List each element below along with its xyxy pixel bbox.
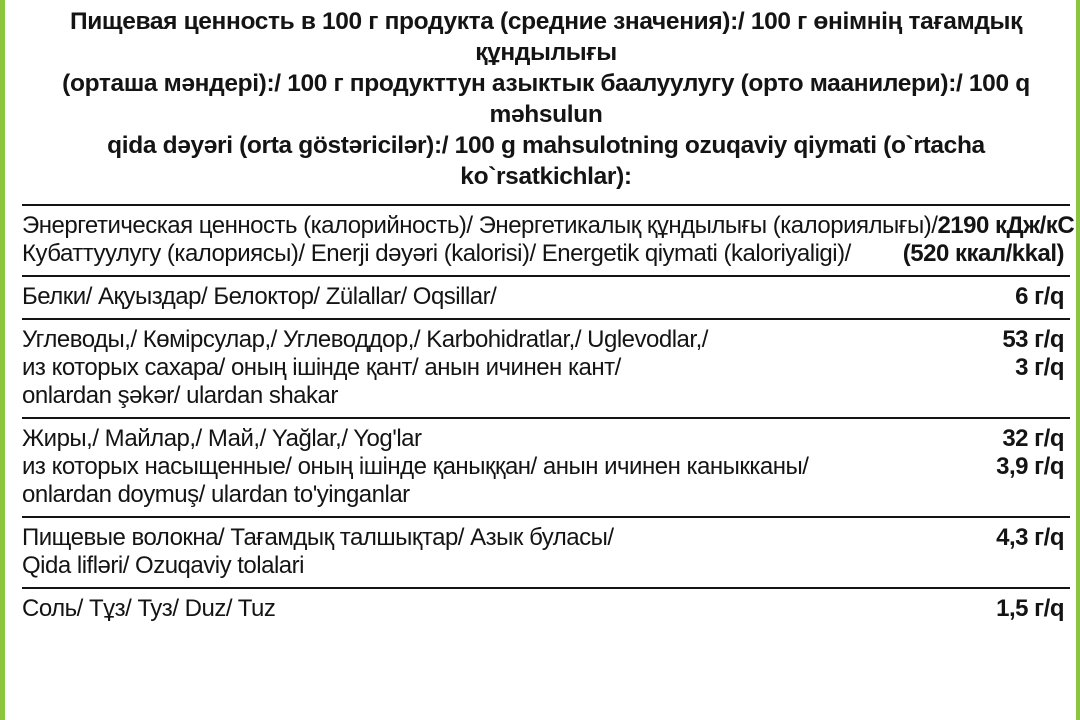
protein-value: 6 г/q xyxy=(1015,283,1064,310)
energy-value-kcal: (520 ккал/kkal) xyxy=(902,240,1064,267)
sugars-label-line1: из которых сахара/ оның ішінде қант/ анын ичинен кант/ xyxy=(22,354,621,381)
protein-row xyxy=(22,277,1070,320)
saturated-fat-label-line2: onlardan doymuş/ ulardan to'yinganlar xyxy=(22,481,410,508)
nutrition-facts-panel xyxy=(22,6,1075,630)
carbs-row xyxy=(22,320,1070,419)
saturated-fat-label-line1: из которых насыщенные/ оның ішінде қаныққан/ анын ичинен каныкканы/ xyxy=(22,453,809,480)
salt-label: Соль/ Тұз/ Туз/ Duz/ Tuz xyxy=(22,595,276,622)
carbs-value: 53 г/q xyxy=(1002,326,1064,353)
salt-row xyxy=(22,589,1070,630)
carbs-label: Углеводы,/ Көмірсулар,/ Углеводдор,/ Karbohidratlar,/ Uglevodlar,/ xyxy=(22,326,708,353)
salt-value: 1,5 г/q xyxy=(996,595,1064,622)
energy-row xyxy=(22,206,1075,277)
energy-label-line1: Энергетическая ценность (калорийность)/ Энергетикалық құндылығы (калориялығы)/ xyxy=(22,212,938,239)
nutrition-heading: Пищевая ценность в 100 г продукта (средние значения):/ 100 г өнімнің тағамдық құндылығы (орташа мәндері):/ 100 г продукттун азыктык баалуулугу (орто маанилери):/ 100 q məhsulun qida dəyəri (orta göstəricilər):/ 100 g mahsulotning ozuqaviy qiymati (o`rtacha ko`rsatkichlar): xyxy=(22,6,1070,206)
fiber-label-line2: Qida lifləri/ Ozuqaviy tolalari xyxy=(22,552,304,579)
energy-value-kj: 2190 кДж/кС xyxy=(937,212,1075,239)
fiber-row xyxy=(22,518,1070,589)
right-green-border xyxy=(1076,0,1080,720)
saturated-fat-value: 3,9 г/q xyxy=(996,453,1064,480)
sugars-label-line2: onlardan şəkər/ ulardan shakar xyxy=(22,382,338,409)
energy-label-line2: Кубаттуулугу (калориясы)/ Enerji dəyəri (kalorisi)/ Energetik qiymati (kaloriyaligi)/ xyxy=(22,240,851,267)
fiber-label-line1: Пищевые волокна/ Тағамдық талшықтар/ Азык буласы/ xyxy=(22,524,614,551)
protein-label: Белки/ Ақуыздар/ Белоктор/ Zülallar/ Oqsillar/ xyxy=(22,283,497,310)
fiber-value: 4,3 г/q xyxy=(996,524,1064,551)
fat-label: Жиры,/ Майлар,/ Май,/ Yağlar,/ Yog'lar xyxy=(22,425,422,452)
left-green-border xyxy=(0,0,5,720)
sugars-value: 3 г/q xyxy=(1015,354,1064,381)
fat-row xyxy=(22,419,1070,518)
fat-value: 32 г/q xyxy=(1002,425,1064,452)
